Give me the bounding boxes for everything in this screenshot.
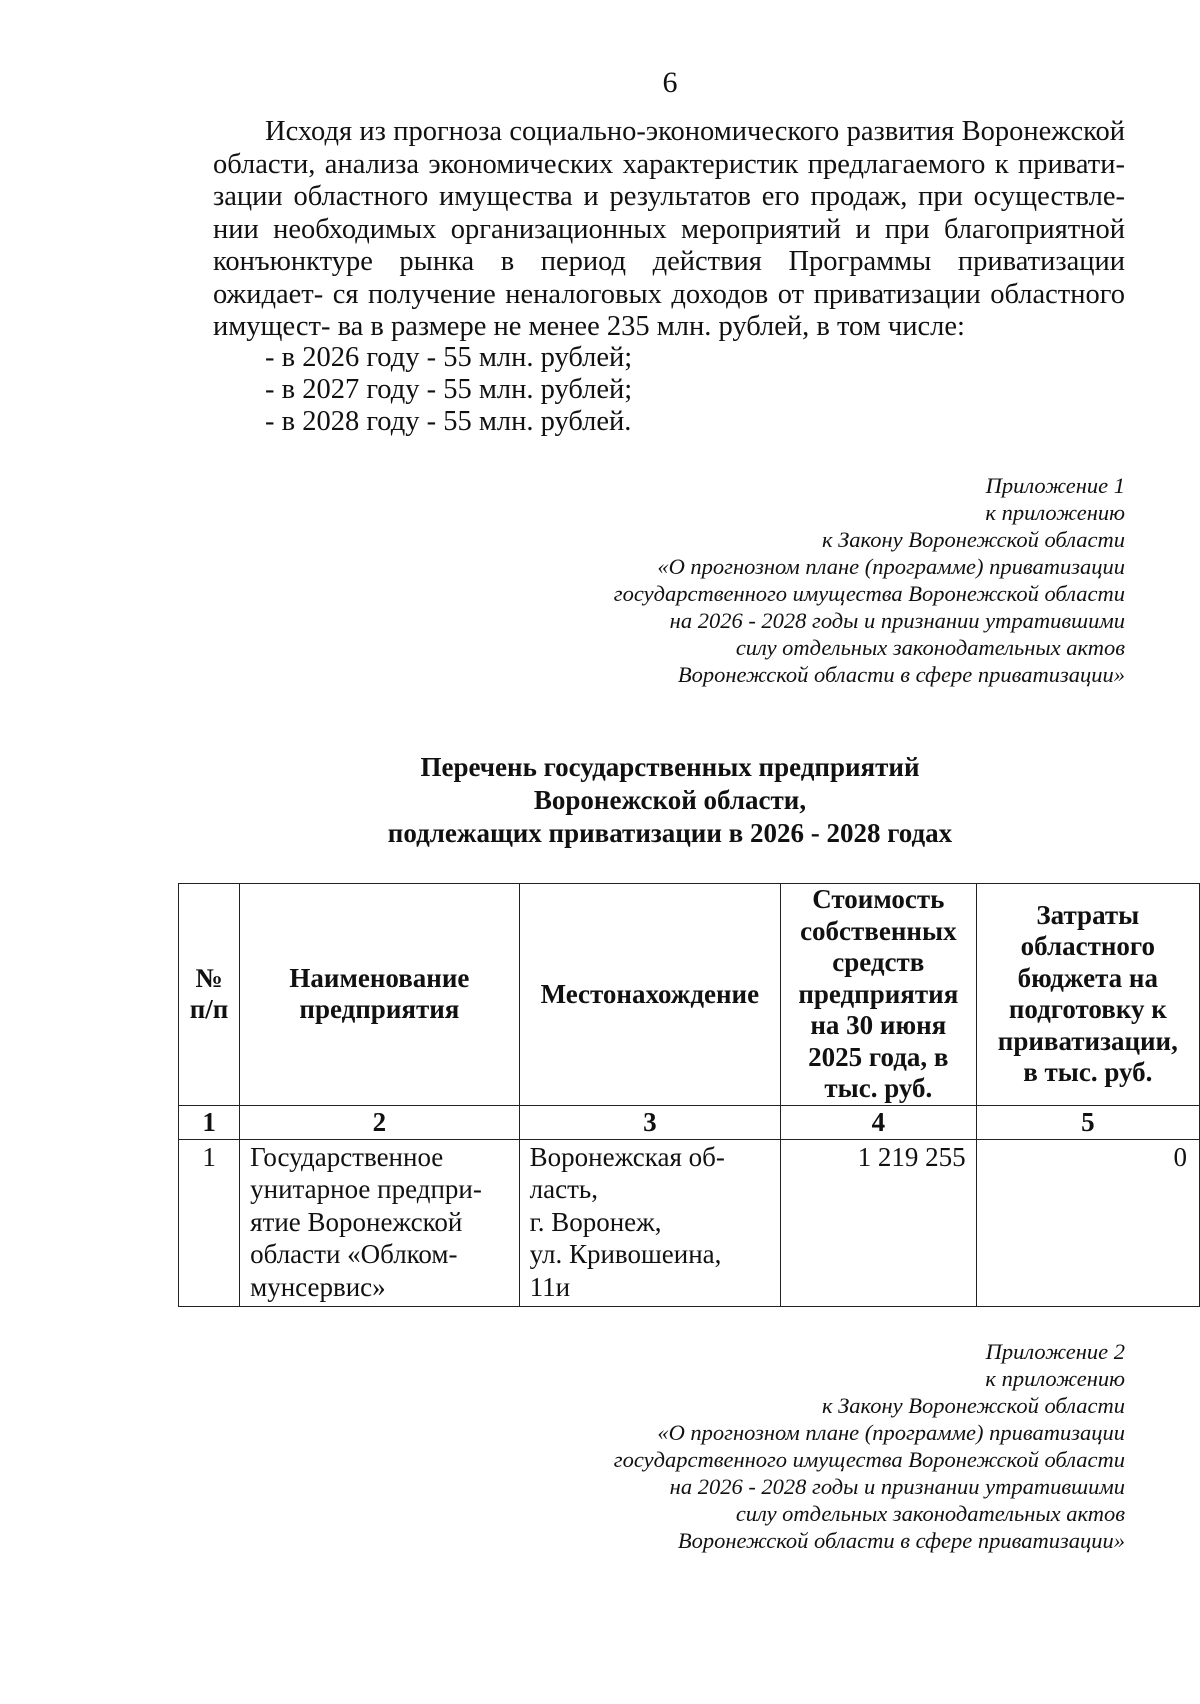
header-row bbox=[179, 884, 1200, 1106]
header-line: бюджета на bbox=[1017, 962, 1158, 993]
header-line: Местонахождение bbox=[540, 978, 760, 1009]
header-budget-costs bbox=[976, 884, 1199, 1106]
header-line: в тыс. руб. bbox=[1023, 1057, 1153, 1088]
title-line: подлежащих приватизации в 2026 - 2028 годах bbox=[387, 818, 953, 848]
enterprises-table bbox=[178, 883, 1200, 1307]
intro-paragraph bbox=[213, 116, 1125, 344]
title-line: Воронежской области, bbox=[533, 785, 807, 815]
appendix-line: Приложение 2 bbox=[985, 1339, 1125, 1364]
appendix-line: к Закону Воронежской области bbox=[822, 527, 1125, 552]
column-number: 1 bbox=[179, 1105, 240, 1139]
cell-line: мунсервис» bbox=[250, 1271, 386, 1302]
intro-line: области, анализа экономических характеристик предлагаемого к привати- bbox=[213, 148, 1125, 180]
appendix-line: на 2026 - 2028 годы и признании утратившими bbox=[669, 1474, 1125, 1499]
cell-line: области «Облком- bbox=[250, 1239, 458, 1269]
list-item: - в 2027 году - 55 млн. рублей; bbox=[265, 374, 633, 405]
header-line: средств bbox=[832, 947, 925, 977]
enterprise-location bbox=[519, 1139, 780, 1306]
intro-line: ва в размере не менее 235 млн. рублей, в том числе: bbox=[337, 311, 965, 342]
header-line: тыс. руб. bbox=[824, 1073, 933, 1103]
appendix-line: к приложению bbox=[985, 500, 1125, 525]
cell-line: Воронежская об- bbox=[529, 1141, 725, 1172]
header-line: предприятия bbox=[798, 978, 959, 1009]
revenue-list bbox=[265, 342, 632, 438]
equity-value: 1 219 255 bbox=[781, 1139, 977, 1306]
enterprise-name bbox=[240, 1139, 520, 1306]
header-line: предприятия bbox=[299, 994, 460, 1025]
intro-text bbox=[213, 116, 1125, 344]
appendix-line: государственного имущества Воронежской области bbox=[613, 1447, 1125, 1472]
title-line: Перечень государственных предприятий bbox=[420, 752, 920, 782]
list-title bbox=[0, 751, 1200, 850]
list-item: - в 2026 году - 55 млн. рублей; bbox=[265, 342, 633, 373]
appendix-line: государственного имущества Воронежской области bbox=[613, 581, 1125, 606]
appendix-line: Воронежской области в сфере приватизации» bbox=[677, 1528, 1125, 1553]
list-item: - в 2028 году - 55 млн. рублей. bbox=[265, 406, 632, 437]
column-number: 4 bbox=[781, 1105, 977, 1139]
header-equity-value bbox=[781, 884, 977, 1106]
appendix-line: «О прогнозном плане (программе) приватизации bbox=[657, 1420, 1125, 1445]
appendix-line: Воронежской области в сфере приватизации» bbox=[677, 662, 1125, 687]
cell-line: Государственное bbox=[250, 1141, 444, 1172]
cell-line: ятие Воронежской bbox=[250, 1206, 463, 1237]
cell-line: г. Воронеж, bbox=[529, 1206, 662, 1237]
intro-line: ся получение неналоговых доходов от приватизации областного имущест- bbox=[213, 278, 1125, 342]
appendix-line: «О прогнозном плане (программе) приватизации bbox=[657, 554, 1125, 579]
appendix-line: силу отдельных законодательных актов bbox=[735, 1501, 1125, 1526]
intro-line: Исходя из прогноза социально-экономического развития Воронежской bbox=[265, 116, 1125, 147]
header-line: областного bbox=[1020, 931, 1155, 962]
header-line: п/п bbox=[189, 994, 229, 1025]
budget-costs: 0 bbox=[976, 1139, 1199, 1306]
header-number bbox=[179, 884, 240, 1106]
column-number: 3 bbox=[519, 1105, 780, 1139]
column-number: 2 bbox=[240, 1105, 520, 1139]
cell-line: унитарное предпри- bbox=[250, 1174, 482, 1204]
appendix-line: силу отдельных законодательных актов bbox=[735, 635, 1125, 660]
intro-line: зации областного имущества и результатов его продаж, при осуществле- bbox=[213, 181, 1125, 212]
header-name bbox=[240, 884, 520, 1106]
appendix-line: к Закону Воронежской области bbox=[822, 1393, 1125, 1418]
appendix-line: на 2026 - 2028 годы и признании утратившими bbox=[669, 608, 1125, 633]
column-number-row bbox=[179, 1105, 1200, 1139]
header-line: 2025 года, в bbox=[808, 1041, 949, 1072]
appendix-line: к приложению bbox=[985, 1366, 1125, 1391]
header-line: Стоимость bbox=[812, 884, 945, 914]
appendix-1-heading bbox=[614, 472, 1125, 688]
header-location bbox=[519, 884, 780, 1106]
page-number: 6 bbox=[662, 66, 678, 99]
header-line: Наименование bbox=[289, 962, 470, 993]
header-line: подготовку к bbox=[1008, 994, 1167, 1025]
row-number: 1 bbox=[179, 1139, 240, 1306]
header-line: Затраты bbox=[1036, 899, 1140, 930]
appendix-2-heading bbox=[614, 1338, 1125, 1554]
header-line: на 30 июня bbox=[810, 1010, 947, 1040]
header-line: собственных bbox=[800, 915, 957, 946]
column-number: 5 bbox=[976, 1105, 1199, 1139]
cell-line: ул. Кривошеина, bbox=[529, 1239, 722, 1269]
cell-line: 11и bbox=[529, 1271, 571, 1302]
intro-line: нии необходимых организационных мероприятий и при благоприятной bbox=[213, 213, 1125, 245]
cell-line: ласть, bbox=[529, 1174, 598, 1204]
table-row bbox=[179, 1139, 1200, 1306]
header-line: приватизации, bbox=[997, 1025, 1178, 1056]
header-line: № bbox=[195, 962, 223, 993]
appendix-line: Приложение 1 bbox=[985, 473, 1125, 498]
intro-line: конъюнктуре рынка в период действия Программы приватизации ожидает- bbox=[213, 246, 1125, 310]
